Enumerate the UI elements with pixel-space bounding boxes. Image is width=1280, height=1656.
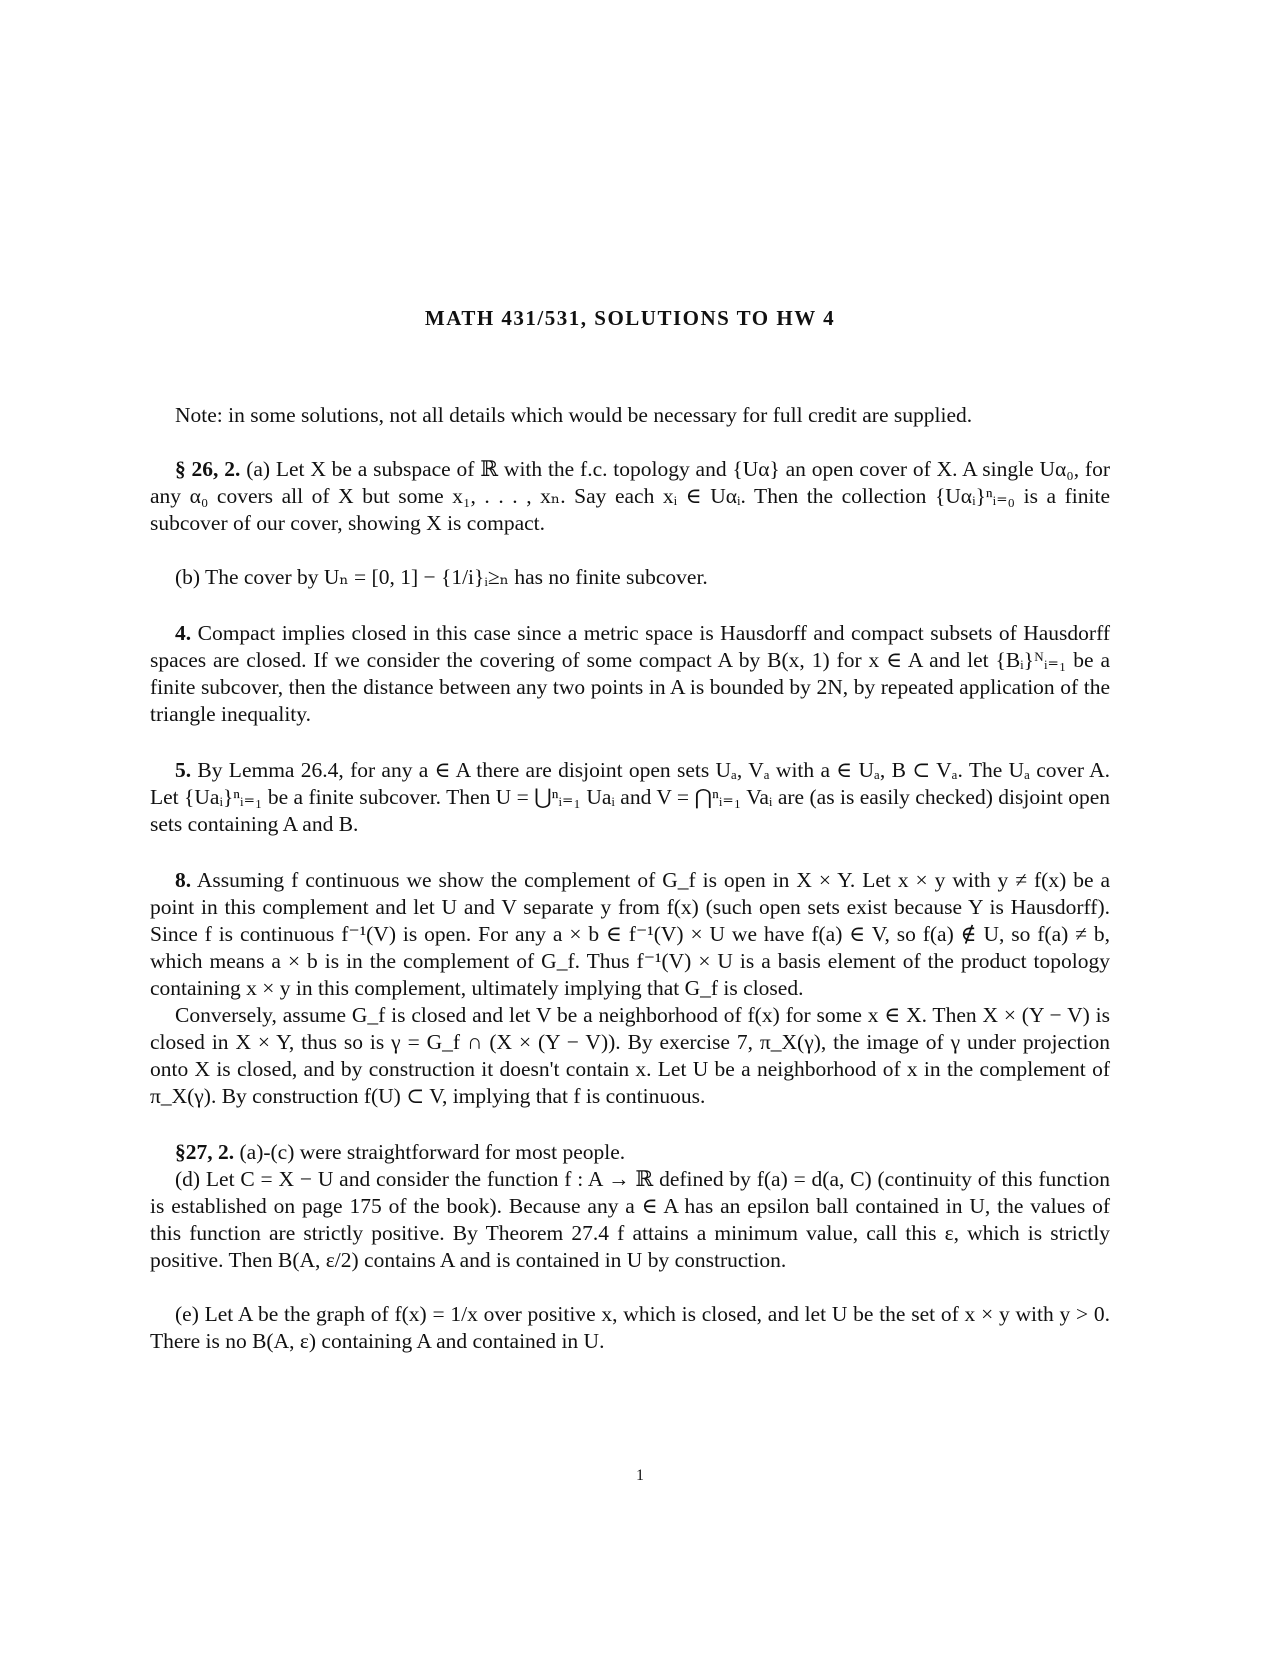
problem-5 [150, 757, 1110, 838]
problem-26-2b: (b) The cover by Uₙ = [0, 1] − {1/i}ᵢ≥ₙ has no finite subcover. [175, 565, 708, 589]
page-number: 1 [636, 1467, 644, 1484]
problem-label: 4. [175, 621, 192, 645]
problem-26-2a [150, 456, 1110, 537]
problem-label: 8. [175, 868, 192, 892]
problem-8-part1 [150, 867, 1110, 1002]
problem-text: (a)-(c) were straightforward for most people. [239, 1140, 626, 1164]
problem-text: Assuming f continuous we show the complement of G_f is open in X × Y. Let x × y with y ≠ f(x) be a point in this complement and let U and V separate y from f(x) (such open sets exist because Y is Hausdorff). Since f is continuous f⁻¹(V) is open. For any a × b ∈ f⁻¹(V) × U we have f(a) ∈ V, so f(a) ∉ U, so f(a) ≠ b, which means a × b is in the complement of G_f. Thus f⁻¹(V) × U is a basis element of the product topology containing x × y in this complement, ultimately implying that G_f is closed. [150, 868, 1110, 1000]
note-paragraph: Note: in some solutions, not all details which would be necessary for full credit are supplied. [175, 403, 973, 427]
page-content [150, 305, 1110, 1355]
problem-27-2ac [150, 1139, 1110, 1166]
page-title: MATH 431/531, SOLUTIONS TO HW 4 [424, 306, 836, 330]
problem-8-part2: Conversely, assume G_f is closed and let V be a neighborhood of f(x) for some x ∈ X. Then X × (Y − V) is closed in X × Y, thus so is γ = G_f ∩ (X × (Y − V)). By exercise 7, π_X(γ), the image of γ under projection onto X is closed, and by construction it doesn't contain x. Let U be a neighborhood of x in the complement of π_X(γ). By construction f(U) ⊂ V, implying that f is continuous. [150, 1003, 1110, 1108]
problem-text: By Lemma 26.4, for any a ∈ A there are disjoint open sets Uₐ, Vₐ with a ∈ Uₐ, B ⊂ Vₐ. The Uₐ cover A. Let {Uaᵢ}ⁿᵢ₌₁ be a finite subcover. Then U = ⋃ⁿᵢ₌₁ Uaᵢ and V = ⋂ⁿᵢ₌₁ Vaᵢ are (as is easily checked) disjoint open sets containing A and B. [150, 758, 1110, 836]
problem-label: 5. [175, 758, 192, 782]
problem-27-2e: (e) Let A be the graph of f(x) = 1/x over positive x, which is closed, and let U be the set of x × y with y > 0. There is no B(A, ε) containing A and contained in U. [150, 1302, 1110, 1353]
section-label: §27, 2. [175, 1140, 235, 1164]
problem-27-2d: (d) Let C = X − U and consider the function f : A → ℝ defined by f(a) = d(a, C) (continuity of this function is established on page 175 of the book). Because any a ∈ A has an epsilon ball contained in U, the values of this function are strictly positive. By Theorem 27.4 f attains a minimum value, call this ε, which is strictly positive. Then B(A, ε/2) contains A and is contained in U by construction. [150, 1167, 1110, 1272]
problem-text: Compact implies closed in this case since a metric space is Hausdorff and compact subsets of Hausdorff spaces are closed. If we consider the covering of some compact A by B(x, 1) for x ∈ A and let {Bᵢ}ᴺᵢ₌₁ be a finite subcover, then the distance between any two points in A is bounded by 2N, by repeated application of the triangle inequality. [150, 621, 1110, 726]
section-label: § 26, 2. [175, 457, 241, 481]
problem-text: (a) Let X be a subspace of ℝ with the f.c. topology and {Uα} an open cover of X. A single Uα₀, for any α₀ covers all of X but some x₁, . . . , xₙ. Say each xᵢ ∈ Uαᵢ. Then the collection {Uαᵢ}ⁿᵢ₌₀ is a finite subcover of our cover, showing X is compact. [150, 457, 1111, 535]
problem-4 [150, 620, 1110, 728]
